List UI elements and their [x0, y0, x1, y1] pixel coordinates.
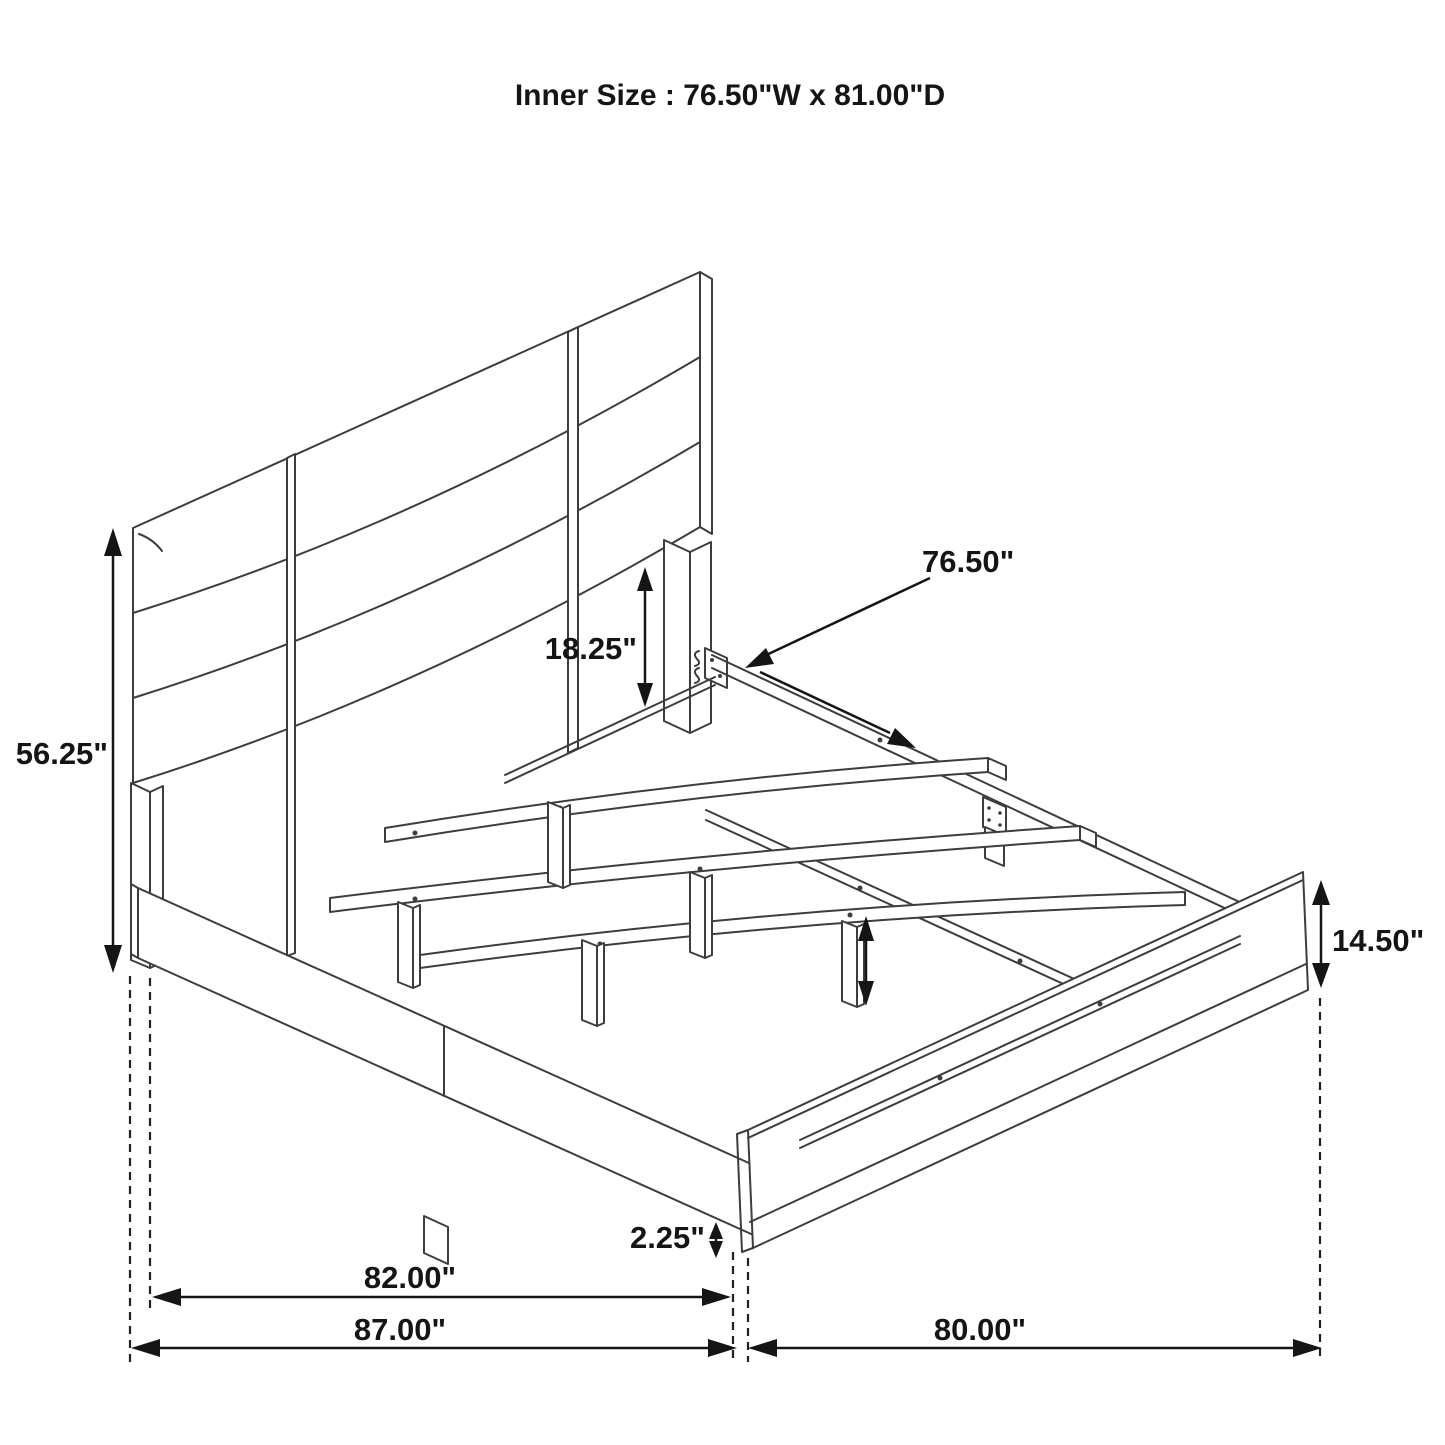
dim-overall-length-label: 87.00"	[353, 1312, 447, 1347]
headboard-post-right	[568, 327, 578, 753]
dim-overall-width	[748, 1312, 1322, 1357]
side-rail-left	[138, 888, 760, 1238]
dim-footboard-height-label: 14.50"	[1332, 923, 1425, 958]
headboard-bracket	[705, 648, 727, 688]
dim-inner-length-label: 82.00"	[363, 1260, 457, 1295]
dim-floor-clearance	[630, 1220, 723, 1258]
dim-floor-clearance-label: 2.25"	[629, 1220, 705, 1255]
dim-inner-width-label: 76.50"	[922, 544, 1015, 579]
dim-headboard-height-label: 56.25"	[15, 736, 108, 771]
headboard-post-left	[287, 454, 295, 956]
dim-headboard-gap-label: 18.25"	[544, 631, 637, 666]
dim-inner-length	[152, 1260, 731, 1306]
side-rail-foot	[424, 1216, 448, 1264]
footboard	[737, 872, 1308, 1252]
dim-footboard-height	[1312, 880, 1424, 988]
dim-inner-width	[745, 544, 1014, 748]
dim-headboard-height	[16, 528, 122, 973]
dim-overall-width-label: 80.00"	[933, 1312, 1027, 1347]
dim-overall-length	[131, 1312, 737, 1357]
diagram-title: Inner Size : 76.50"W x 81.00"D	[514, 79, 946, 112]
